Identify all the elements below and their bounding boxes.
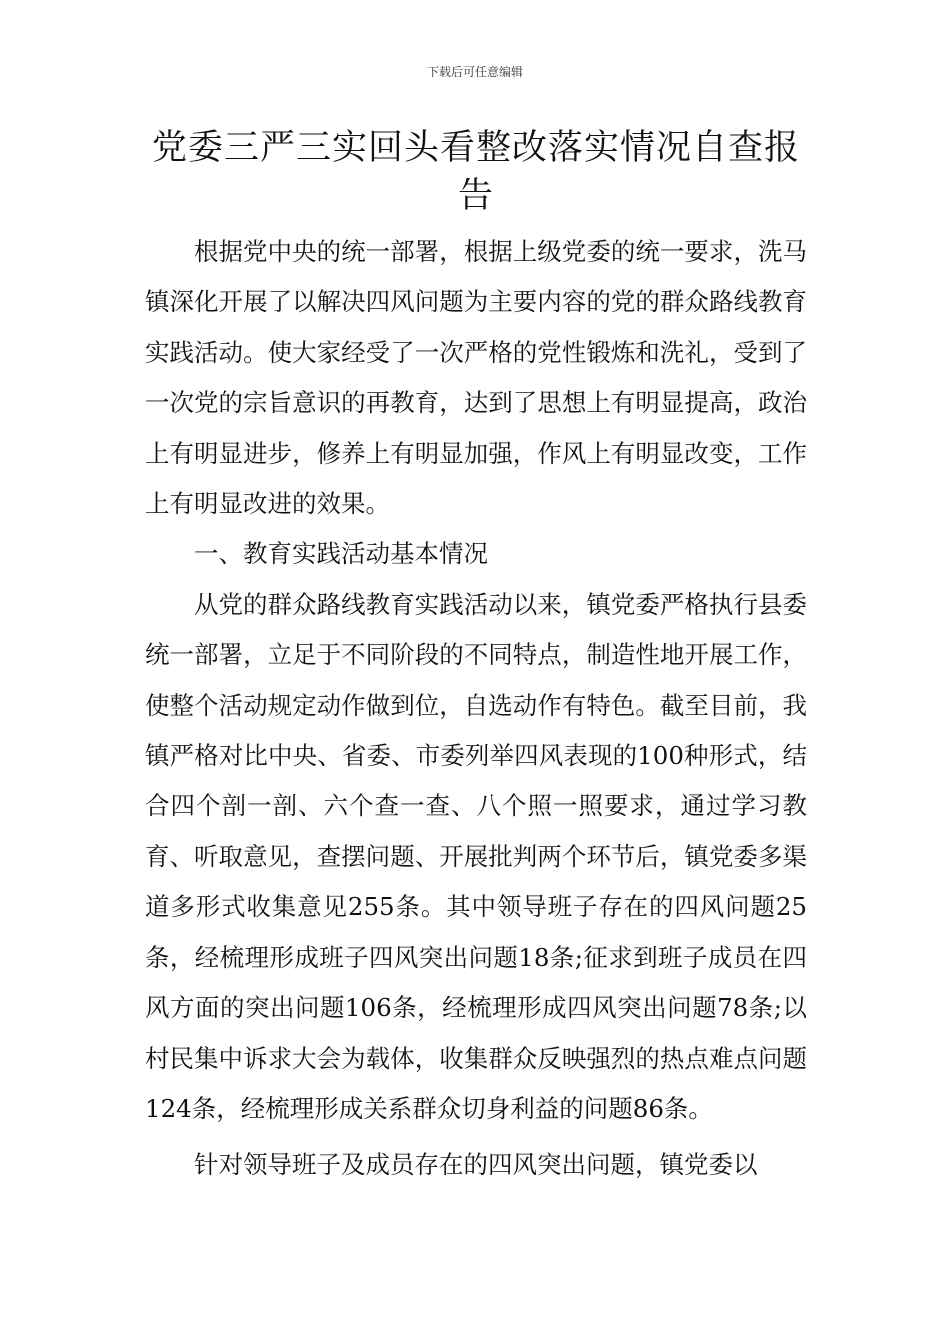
intro-paragraph: 根据党中央的统一部署，根据上级党委的统一要求，洗马镇深化开展了以解决四风问题为主要内容的党的群众路线教育实践活动。使大家经受了一次严格的党性锻炼和洗礼，受到了一次党的宗旨意识的再教育，达到了思想上有明显提高，政治上有明显进步，修养上有明显加强，作风上有明显改变，工作上有明显改进的效果。 (145, 237, 807, 519)
header-note: 下载后可任意编辑 (426, 65, 523, 79)
section-paragraph: 针对领导班子及成员存在的四风突出问题，镇党委以 (194, 1150, 758, 1180)
section-paragraph: 从党的群众路线教育实践活动以来，镇党委严格执行县委统一部署，立足于不同阶段的不同特点，制造性地开展工作，使整个活动规定动作做到位，自选动作有特色。截至目前，我镇严格对比中央、省委、市委列举四风表现的100种形式，结合四个剖一剖、六个查一查、八个照一照要求，通过学习教育、听取意见，查摆问题、开展批判两个环节后，镇党委多渠道多形式收集意见255条。其中领导班子存在的四风问题25条，经梳理形成班子四风突出问题18条;征求到班子成员在四风方面的突出问题106条，经梳理形成四风突出问题78条;以村民集中诉求大会为载体，收集群众反映强烈的热点难点问题124条，经梳理形成关系群众切身利益的问题86条。 (145, 589, 807, 1123)
document-body (145, 227, 807, 1191)
section-heading: 一、教育实践活动基本情况 (194, 539, 488, 569)
document-title: 党委三严三实回头看整改落实情况自查报告 (151, 128, 800, 216)
